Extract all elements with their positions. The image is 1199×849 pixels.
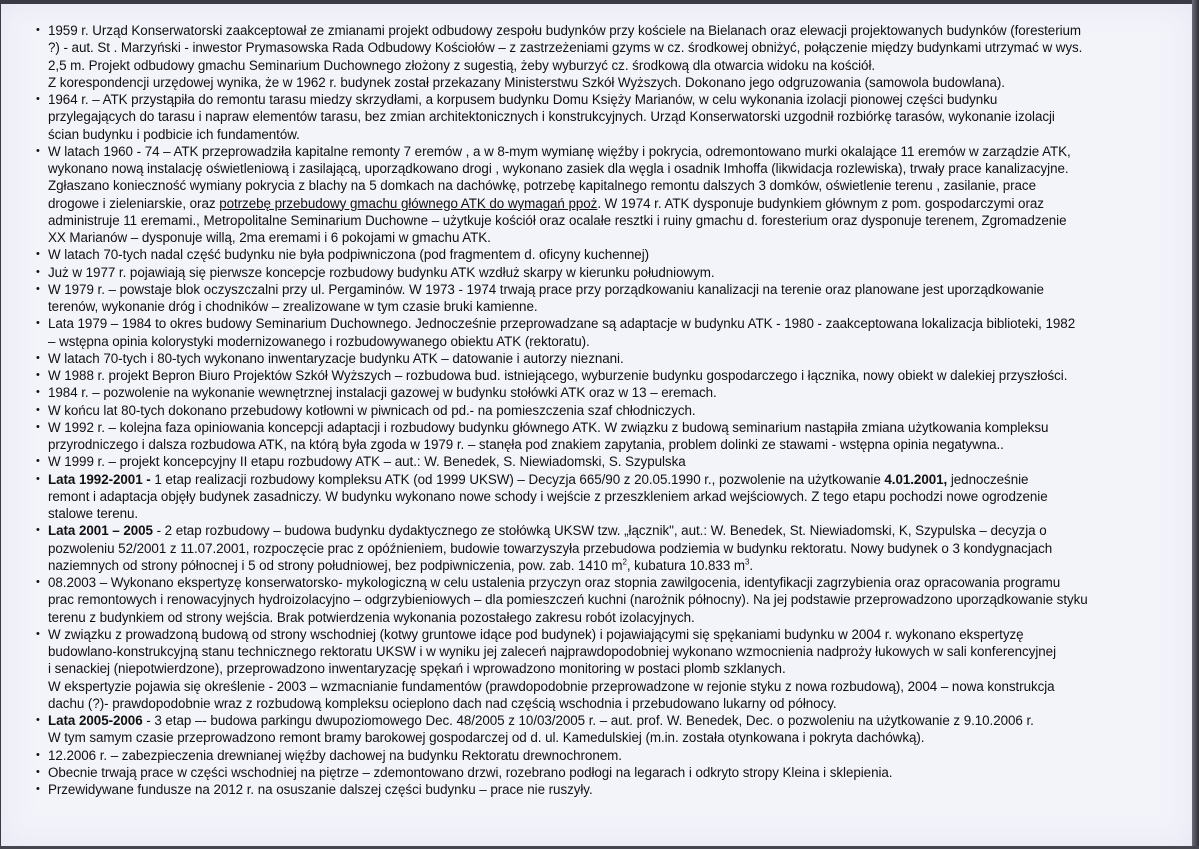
text-line: W latach 70-tych nadal część budynku nie była podpiwniczona (pod fragmentem d. oficyny kuchennej)	[48, 247, 650, 263]
bullet-icon: •	[36, 420, 40, 433]
bullet-icon: •	[36, 369, 40, 381]
list-item-1964	[33, 91, 1148, 143]
text-line: ścian budynku i podbicie ich fundamentów.	[48, 126, 300, 142]
bullet-icon: •	[36, 144, 40, 157]
text-span: - 2 etap rozbudowy – budowa budynku dydaktycznego ze stołówką UKSW tzw. „łącznik", aut.: W. Benedek, St. Niewiadomski, K, Szypulska – decyzja o	[152, 523, 1047, 539]
list-item-1959	[33, 22, 1148, 91]
text-line	[48, 522, 1148, 539]
bullet-icon: •	[36, 386, 40, 399]
text-line: wykonano nową instalację oświetleniową i zasilającą, uporządkowano drogi , wykonano zasiek dla węgla i osadnik Imhoffa (likwidacja rozlewiska), trwały prace kanalizacyjne.	[48, 161, 1069, 176]
text-line: Przewidywane fundusze na 2012 r. na osuszanie dalszej części budynku – prace nie ruszyły.	[48, 782, 593, 797]
text-line: Lata 1979 – 1984 to okres budowy Seminarium Duchownego. Jednocześnie przeprowadzane są adaptacje w budynku ATK - 1980 - zaakceptowana lokalizacja biblioteki, 1982	[48, 316, 1076, 332]
superscript: 3	[745, 557, 750, 567]
bullet-icon: •	[36, 783, 40, 795]
text-line: prac remontowych i renowacyjnych hydroizolacyjno – odgrzybieniowych – dla pomieszczeń kuchni (narożnik północny). Na jej podstawie przeprowadzono uporządkowanie styku	[48, 592, 1088, 608]
bold-date: 4.01.2001,	[884, 471, 948, 487]
text-line: budowlano-konstrukcyjną stanu technicznego rektoratu UKSW i w wyniku jej zaleceń najprawdopodobniej wykonano wzmocnienia nadproży łukowych w sali konferencyjnej	[48, 644, 1056, 659]
list-item-08-2003	[33, 574, 1148, 626]
history-list	[33, 22, 1148, 798]
list-item-2004-expertise	[33, 626, 1148, 712]
text-line: ?) - aut. St . Marzyński - inwestor Prymasowska Rada Odbudowy Kościołów – z zastrzeżeniami gzyms w cz. środkowej obniżyć, połączenie między budynkami utrzymać w wys.	[48, 40, 1083, 56]
bullet-icon: •	[36, 282, 40, 295]
text-line: W latach 1960 - 74 – ATK przeprowadziła kapitalne remonty 7 eremów , a w 8-mym wymianę więźby i pokrycia, odremontowano murki okalające 11 eremów w zarządzie ATK,	[48, 143, 1071, 159]
text-line: – wstępna opinia kolorystyki modernizowanego i rozbudowywanego obiektu ATK (rektoratu).	[48, 333, 590, 349]
bullet-icon: •	[36, 265, 40, 278]
text-line: 08.2003 – Wykonano ekspertyzę konserwatorsko- mykologiczną w celu ustalenia przyczyn oraz stopnia zawilgocenia, identyfikacji zagrzybienia oraz opracowania programu	[48, 575, 1061, 590]
bullet-icon: •	[36, 714, 40, 726]
bullet-icon: •	[36, 351, 40, 364]
text-line: Obecnie trwają prace w części wschodniej na piętrze – zdemontowano drzwi, rozebrano podłogi na legarach i odkryto stropy Kleina i sklepienia.	[48, 764, 893, 780]
underlined-text: potrzebę przebudowy gmachu głównego ATK do wymagań ppoż	[219, 195, 598, 211]
text-line: Zgłaszano konieczność wymiany pokrycia z blachy na 5 domkach na dachówkę, potrzebę kapitalnego remontu dalszych 3 domków, oświetlenie terenu , zasilanie, prace	[48, 178, 1036, 194]
list-item-current-works	[33, 764, 1148, 781]
bullet-icon: •	[36, 317, 40, 330]
list-item-1988	[33, 367, 1148, 384]
list-item-1999	[33, 453, 1148, 470]
document-body	[33, 22, 1148, 798]
text-line: 1984 r. – pozwolenie na wykonanie wewnętrznej instalacji gazowej w budynku stołówki ATK oraz w 13 – eremach.	[48, 385, 717, 401]
bullet-icon: •	[36, 93, 40, 105]
list-item-late-80s	[33, 402, 1148, 419]
text-line: administruje 11 eremami., Metropolitalne Seminarium Duchowne – użytkuje kościół oraz ocalałe resztki i ruiny gmachu d. foresterium oraz dysponuje terenem, Zgromadzenie	[48, 212, 1067, 228]
text-line: 1959 r. Urząd Konserwatorski zaakceptował ze zmianami projekt odbudowy zespołu budynków przy kościele na Bielanach oraz elewacji projektowanych budynków (foresterium	[48, 23, 1082, 38]
text-line: 1964 r. – ATK przystąpiła do remontu tarasu miedzy skrzydłami, a korpusem budynku Domu Księży Marianów, w celu wykonania izolacji pionowej części budynku	[48, 92, 998, 107]
text-span: drogowe i zieleniarskie, oraz	[48, 195, 220, 211]
text-line: przyrodniczego i dalsza rozbudowa ATK, na którą była zgoda w 1979 r. – stanęła pod znakiem zapytania, problem dolinki ze stawami - wstępna opinia negatywna..	[48, 437, 1004, 452]
text-line: przylegających do tarasu i napraw elementów tarasu, bez zmian architektonicznych i konstrukcyjnych. Urząd Konserwatorski uzgodnił rozbiórkę tarasów, wykonanie izolacji	[48, 109, 1055, 125]
list-item-70s-basement	[33, 246, 1148, 263]
list-item-2005-2006	[33, 712, 1148, 747]
text-line	[48, 712, 1148, 729]
bullet-icon: •	[36, 472, 40, 485]
text-line: W 1999 r. – projekt koncepcyjny II etapu rozbudowy ATK – aut.: W. Benedek, S. Niewiadomski, S. Szypulska	[48, 454, 686, 470]
text-span: .	[749, 557, 754, 573]
bullet-icon: •	[36, 455, 40, 468]
list-item-2001-2005	[33, 522, 1148, 574]
text-line: Z korespondencji urzędowej wynika, że w 1962 r. budynek został przekazany Ministerstwu Szkół Wyższych. Dokonano jego odgruzowania (samowola budowlana).	[48, 74, 1005, 90]
text-line: terenu z budynkiem od strony wejścia. Brak potwierdzenia wykonania pozostałego zakresu robót izolacyjnych.	[48, 609, 695, 625]
text-line: pozwoleniu 52/2001 z 11.07.2001, rozpoczęcie prac z opóźnieniem, budowie towarzyszyła przebudowa podziemia w budynku rektoratu. Nowy budynek o 3 kondygnacjach	[48, 540, 1053, 556]
bold-heading: Lata 2005-2006	[48, 713, 143, 728]
list-item-2012-funds	[33, 781, 1148, 798]
text-span: naziemnych od strony północnej i 5 od strony południowej, bez podpiwniczenia, pow. zab. 1410 m	[48, 557, 623, 573]
list-item-1960-74	[33, 143, 1148, 247]
bullet-icon: •	[36, 627, 40, 640]
text-span: jednocześnie	[947, 471, 1029, 487]
text-line: remont i adaptacja objęły budynek zasadniczy. W budynku wykonano nowe schody i wejście z przeszkleniem arkad wejściowych. Z tego etapu pochodzi nowe ogrodzenie	[48, 488, 1048, 504]
text-line: W 1992 r. – kolejna faza opiniowania koncepcji adaptacji i rozbudowy budynku głównego ATK. W związku z budową seminarium nastąpiła zmiana użytkowania kompleksu	[48, 419, 1049, 435]
text-line	[48, 195, 1148, 212]
list-item-1992-2001	[33, 471, 1148, 523]
bullet-icon: •	[36, 765, 40, 778]
text-line: terenów, wykonanie dróg i chodników – zrealizowane w tym czasie bruki kamienne.	[48, 299, 538, 314]
list-item-12-2006	[33, 747, 1148, 764]
text-line: 12.2006 r. – zabezpieczenia drewnianej więźby dachowej na budynku Rektoratu drewnochronem.	[48, 747, 622, 763]
text-line: XX Marianów – dysponuje willą, 2ma eremami i 6 pokojami w gmachu ATK.	[48, 230, 491, 245]
text-span: . W 1974 r. ATK dysponuje budynkiem głównym z pom. gospodarczymi oraz	[597, 195, 1044, 211]
text-line	[48, 557, 1148, 574]
bold-heading: Lata 1992-2001 -	[48, 471, 151, 487]
bullet-icon: •	[36, 524, 40, 537]
text-line: W końcu lat 80-tych dokonano przebudowy kotłowni w piwnicach od pd.- na pomieszczenia szaf chłodniczych.	[48, 402, 696, 418]
text-line: 2,5 m. Projekt odbudowy gmachu Seminarium Duchownego złożony z sugestią, żeby wyburzyć cz. środkową dla otwarcia widoku na kościół.	[48, 57, 876, 73]
bullet-icon: •	[36, 248, 40, 261]
list-item-inventory	[33, 350, 1148, 367]
superscript: 2	[622, 557, 627, 567]
text-line: dachu (?)- prawdopodobnie wraz z rozbudową kompleksu ocieplono dach nad częścią wschodnia i przebudowano lukarny od północy.	[48, 695, 837, 711]
list-item-1992	[33, 419, 1148, 454]
list-item-1984	[33, 384, 1148, 401]
text-line	[48, 471, 1148, 488]
text-line: W latach 70-tych i 80-tych wykonano inwentaryzacje budynku ATK – datowanie i autorzy nieznani.	[48, 350, 624, 366]
bullet-icon: •	[36, 576, 40, 588]
bold-heading: Lata 2001 – 2005	[48, 523, 153, 539]
scan-edge-right	[1192, 0, 1199, 849]
text-line: i senackiej (niepotwierdzone), przeprowadzono inwentaryzację spękań i wprowadzono monitoring w postaci plomb szklanych.	[48, 661, 786, 677]
text-line: W związku z prowadzoną budową od strony wschodniej (kotwy gruntowe idące pod budynek) i pojawiającymi się spękaniami budynku w 2004 r. wykonano ekspertyzę	[48, 626, 1024, 642]
text-line: W 1979 r. – powstaje blok oczyszczalni przy ul. Pergaminów. W 1973 - 1974 trwają prace przy porządkowaniu kanalizacji na terenie oraz planowane jest uporządkowanie	[48, 281, 1044, 297]
bullet-icon: •	[36, 748, 40, 761]
list-item-1979-1984	[33, 315, 1148, 350]
bullet-icon: •	[36, 24, 40, 36]
text-line: W tym samym czasie przeprowadzono remont bramy barokowej gospodarczej od d. ul. Kamedulskiej (m.in. została otynkowana i pokryta dachówką).	[48, 730, 925, 746]
text-span: , kubatura 10.833 m	[626, 557, 745, 573]
text-line: W 1988 r. projekt Bepron Biuro Projektów Szkół Wyższych – rozbudowa bud. istniejącego, wyburzenie budynku gospodarczego i łącznika, nowy obiekt w dalekiej przyszłości.	[48, 368, 1068, 383]
list-item-1979	[33, 281, 1148, 316]
text-span: 1 etap realizacji rozbudowy kompleksu ATK (od 1999 UKSW) – Decyzja 665/90 z 20.05.1990 r., pozwolenie na użytkowanie	[150, 471, 885, 487]
list-item-1977	[33, 264, 1148, 281]
text-span: - 3 etap –- budowa parkingu dwupoziomowego Dec. 48/2005 z 10/03/2005 r. – aut. prof. W. Benedek, Dec. o pozwoleniu na użytkowanie z 9.10.2006 r.	[142, 713, 1034, 728]
bullet-icon: •	[36, 403, 40, 416]
text-line: Już w 1977 r. pojawiają się pierwsze koncepcje rozbudowy budynku ATK wzdłuż skarpy w kierunku południowym.	[48, 264, 715, 280]
text-line: W ekspertyzie pojawia się określenie - 2003 – wzmacnianie fundamentów (prawdopodobnie przeprowadzone w rejonie styku z nowa rozbudową), 2004 – nowa konstrukcja	[48, 678, 1055, 694]
text-line: stalowe terenu.	[48, 506, 139, 521]
